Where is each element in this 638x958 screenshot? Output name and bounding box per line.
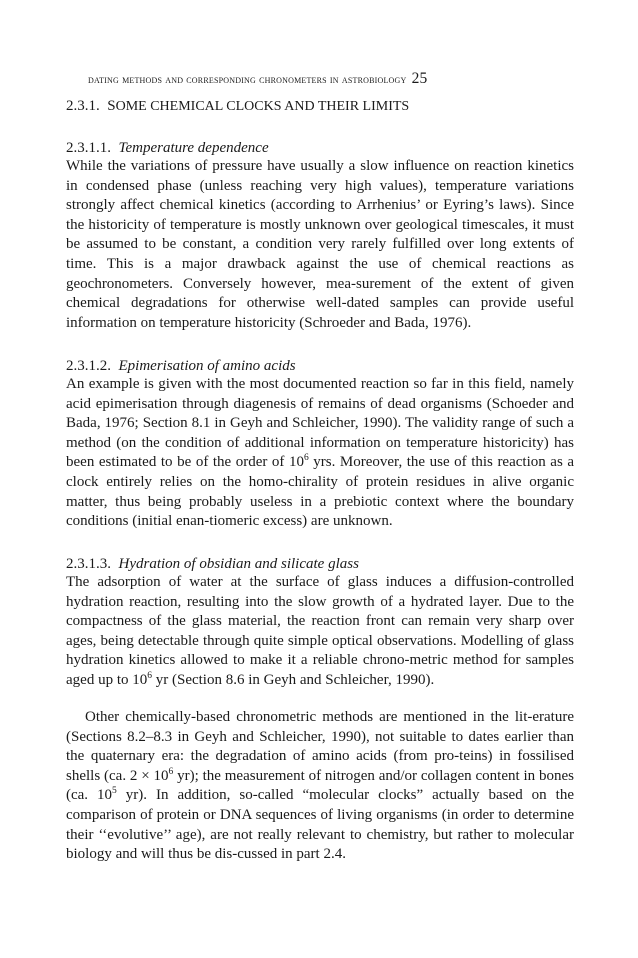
subsection-number: 2.3.1.1. [66, 140, 111, 156]
subsection-heading-epimerisation [66, 358, 574, 375]
subsection-title: Epimerisation of amino acids [118, 358, 296, 374]
subsection-heading-temperature [66, 140, 574, 157]
paragraph-other-methods [66, 708, 574, 865]
subsection-heading-obsidian [66, 556, 574, 573]
running-head-title: dating methods and corresponding chronometers in astrobiology [88, 73, 407, 86]
paragraph-temperature: While the variations of pressure have usually a slow influence on reaction kinetics in condensed phase (unless reaching very high values), temperature variations strongly affect chemical kinetics (according to Arrhenius’ or Eyring’s laws). Since the historicity of temperature is mostly unknown over geological timescales, it must be assumed to be constant, a condition very rarely fulfilled over long extents of time. This is a major drawback against the use of chemical reactions as geochronometers. Conversely however, mea-surement of the extent of given chemical degradations for otherwise well-dated samples can provide useful information on temperature historicity (Schroeder and Bada, 1976). [66, 158, 574, 331]
paragraph-epimerisation [66, 375, 574, 532]
page-number: 25 [411, 70, 428, 87]
subsection-number: 2.3.1.2. [66, 358, 111, 374]
text-run: yr (Section 8.6 in Geyh and Schleicher, 1990). [151, 671, 435, 688]
paragraph-obsidian [66, 573, 574, 691]
section-number: 2.3.1. [66, 98, 100, 114]
exponent: 6 [303, 453, 309, 464]
text-run: The adsorption of water at the surface of glass induces a diffusion-controlled hydration reaction, resulting into the slow growth of a hydrated layer. Due to the compactness of the glass material, the reaction front can remain very sharp over ages, being detectable through quite simple optical observations. Modelling of glass hydration kinetics allowed to make it a reliable chrono-metric method for samples aged up to 10 [66, 574, 574, 688]
text-run: yr); the measurement of nitrogen and/or collagen content in bones (ca. 10 [66, 767, 575, 804]
subsection-title: Hydration of obsidian and silicate glass [118, 556, 359, 572]
text-run: An example is given with the most documented reaction so far in this field, namely acid epimerisation through diagenesis of remains of dead organisms (Schoeder and Bada, 1976; Section 8.1 in Geyh and Schleicher, 1990). The validity range of such a method (on the condition of additional information on temperature historicity) has been estimated to be of the order of 10 [66, 376, 574, 471]
exponent: 6 [168, 766, 174, 777]
section-title-initial: S [107, 98, 116, 114]
exponent: 6 [147, 670, 152, 681]
section-heading [66, 98, 574, 115]
running-head [88, 70, 574, 88]
text-run: yrs. Moreover, the use of this reaction as a clock entirely relies on the homo-chirality of protein residues in alive organic matter, thus being probably useless in a prebiotic context where the boundary conditions (initial enan-tiomeric excess) are unknown. [66, 454, 574, 530]
subsection-title: Temperature dependence [118, 140, 269, 156]
exponent: 5 [112, 786, 117, 797]
section-title: OME CHEMICAL CLOCKS AND THEIR LIMITS [115, 99, 410, 114]
subsection-number: 2.3.1.3. [66, 556, 111, 572]
text-run: yr). In addition, so-called “molecular clocks” actually based on the comparison of protein or DNA sequences of living organisms (in order to determine their ‘‘evolutive’’ age), are not really relevant to chemistry, but rather to molecular biology and will thus be dis-cussed in part 2.4. [66, 787, 574, 863]
text-run: Other chemically-based chronometric methods are mentioned in the lit-erature (Sections 8.2–8.3 in Geyh and Schleicher, 1990), not suitable to dates earlier than the quaternary era: the degradation of amino acids (from pro-teins) in fossilised shells (ca. 2 × 10 [66, 709, 574, 784]
